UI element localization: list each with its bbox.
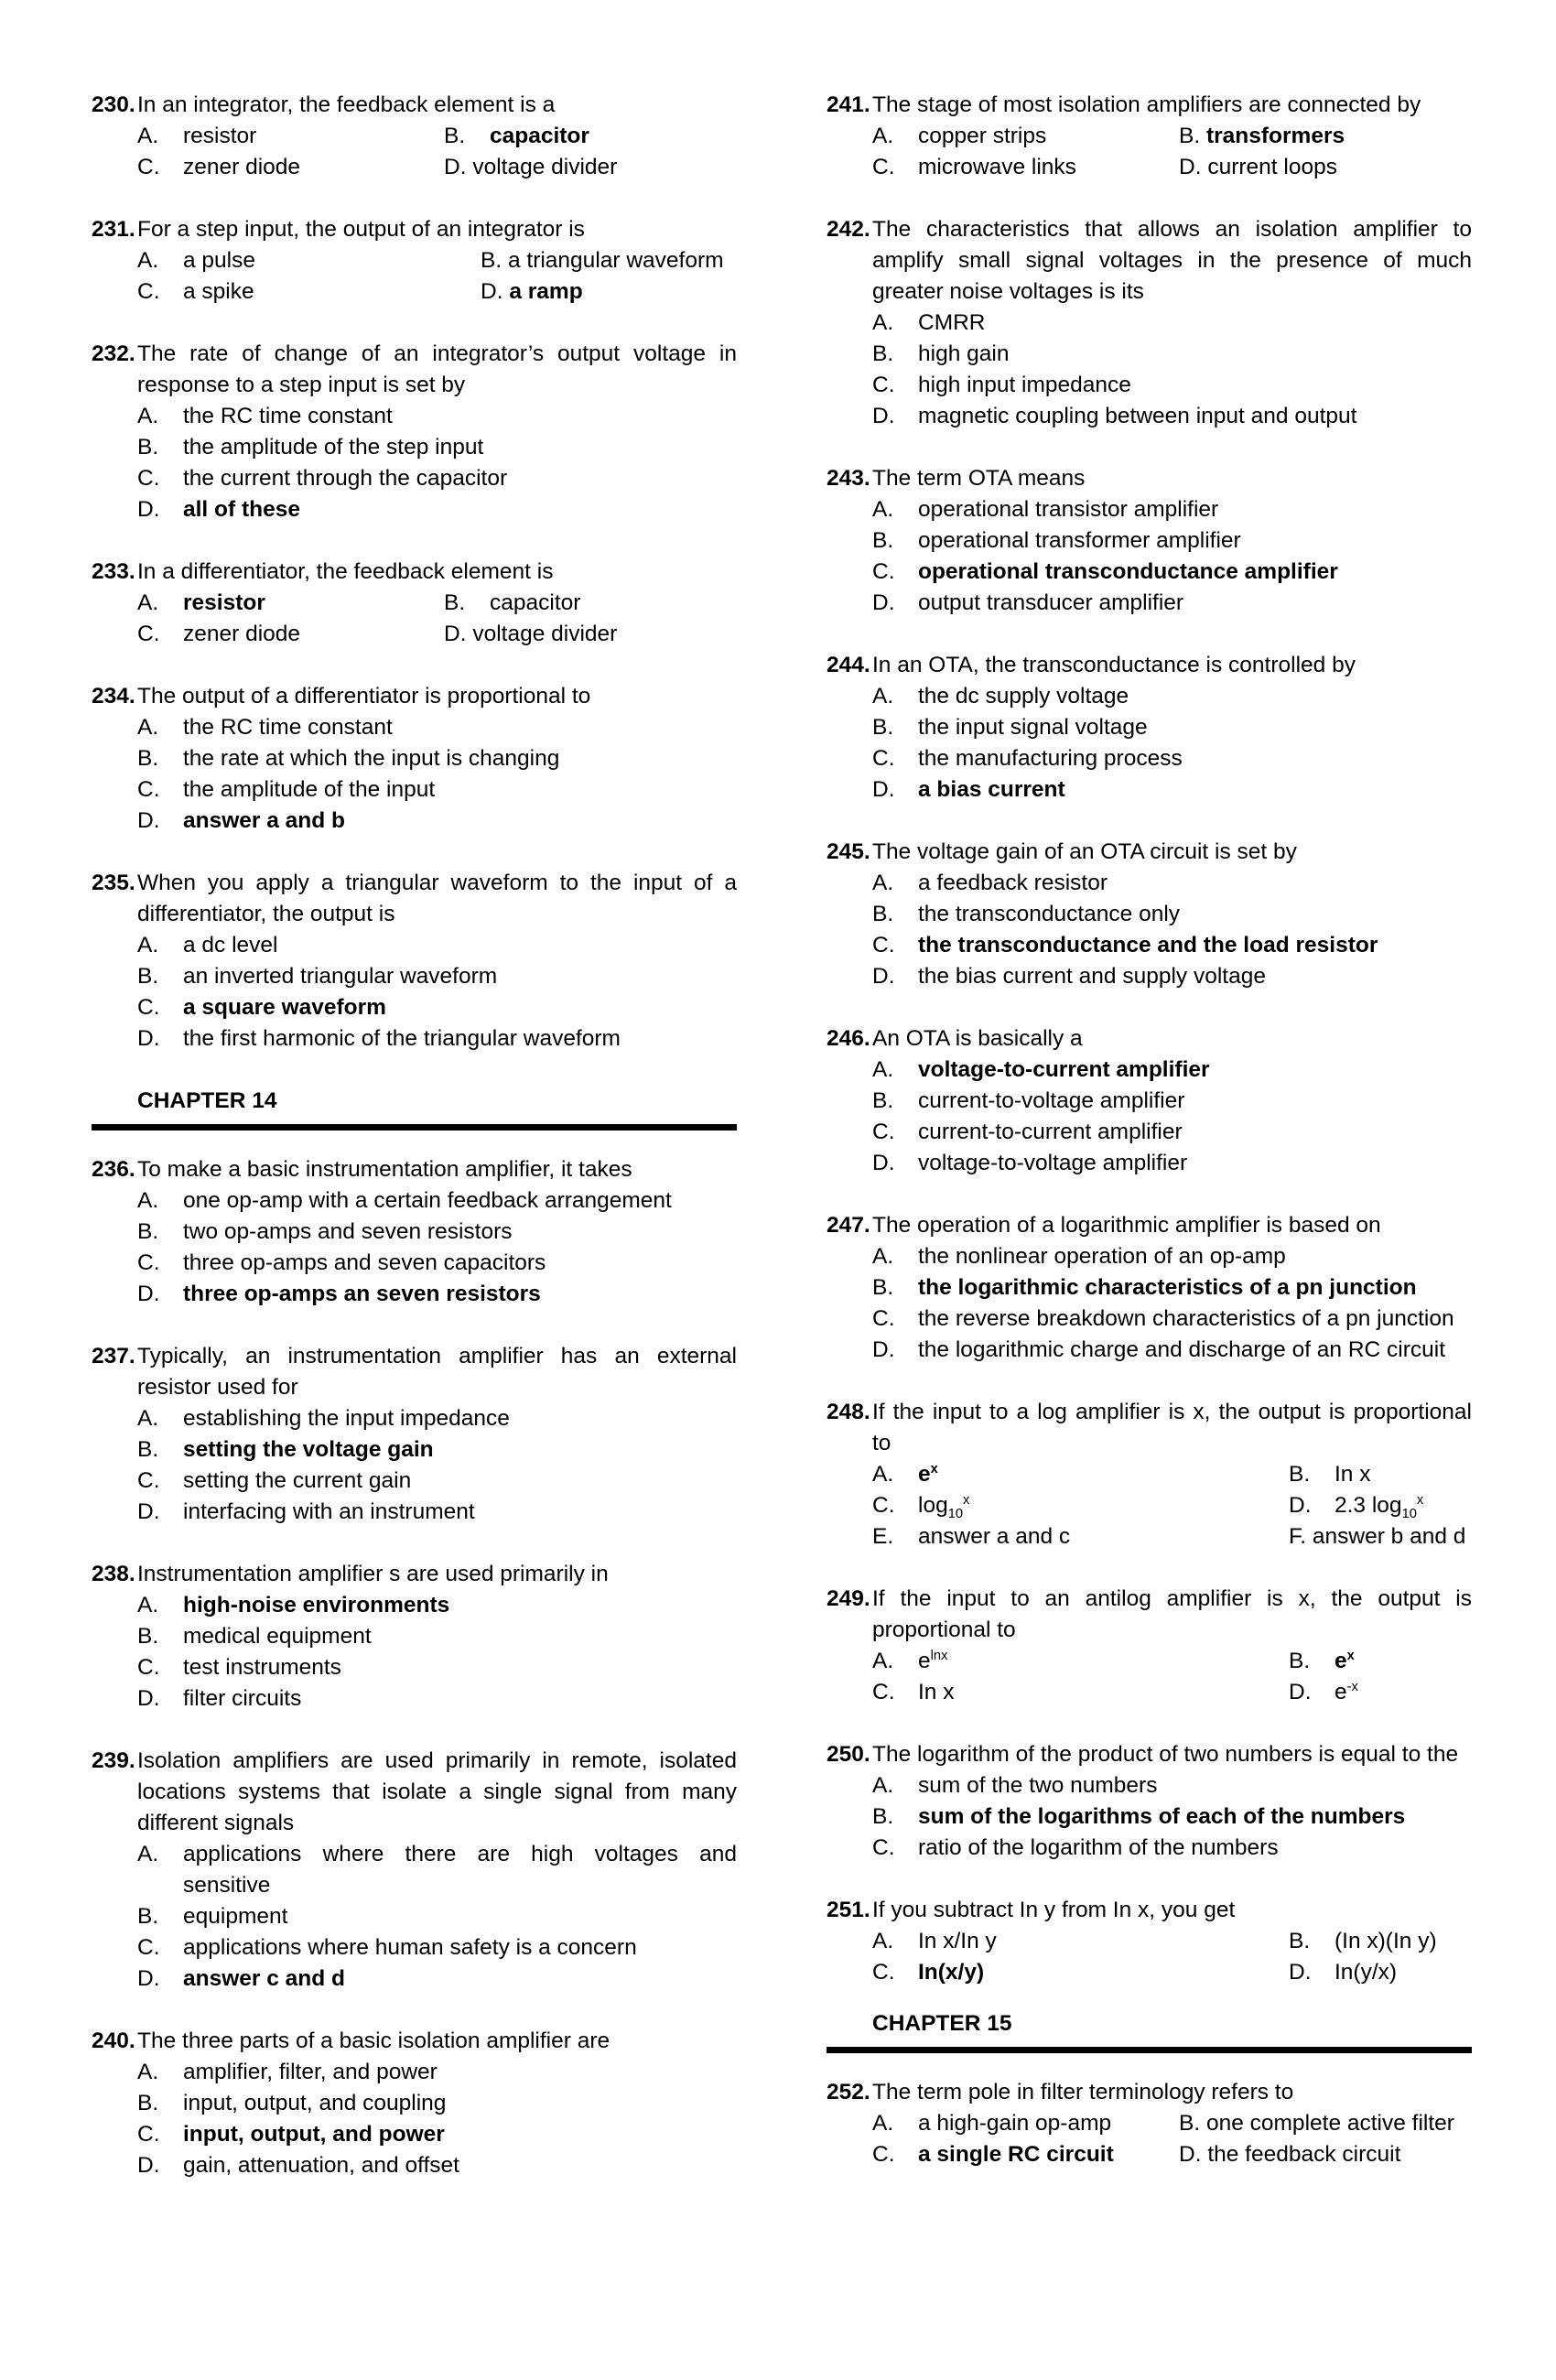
question-248	[827, 1397, 1472, 1552]
option-row: C. a single RC circuit D. the feedback circuit	[827, 2139, 1472, 2170]
option-b: setting the voltage gain	[183, 1437, 434, 1462]
option-c: the manufacturing process	[918, 746, 1183, 771]
chapter-rule	[827, 2047, 1472, 2053]
option-a: $e^x$	[918, 1461, 938, 1487]
option-c: three op-amps and seven capacitors	[183, 1250, 546, 1275]
option-a-row: A. the dc supply voltage	[827, 681, 1472, 712]
option-c-row: C. setting the current gain	[92, 1466, 737, 1497]
option-d-row: D. filter circuits	[92, 1683, 737, 1715]
option-b-row: B. medical equipment	[92, 1621, 737, 1652]
option-d-row: D. the first harmonic of the triangular waveform	[92, 1023, 737, 1055]
question-stem: The output of a differentiator is proportional to	[137, 684, 591, 709]
question-stem: The term OTA means	[872, 466, 1086, 491]
question-number: 231.	[92, 217, 135, 242]
question-237	[92, 1341, 737, 1528]
question-stem: If you subtract In y from In x, you get	[872, 1898, 1236, 1922]
question-stem: The operation of a logarithmic amplifier is based on	[872, 1213, 1381, 1238]
option-row: A. resistor B. capacitor	[92, 588, 737, 619]
option-row: A. In x/In y B. (In x)(In y)	[827, 1926, 1472, 1957]
option-a-row: A. the RC time constant	[92, 712, 737, 743]
option-b-row: B. sum of the logarithms of each of the numbers	[827, 1801, 1472, 1833]
question-number: 245.	[827, 839, 870, 864]
option-b: $e^x$	[1334, 1648, 1355, 1673]
option-d: answer a and b	[183, 808, 346, 833]
question-246	[827, 1023, 1472, 1179]
question-244	[827, 650, 1472, 806]
option-c-row: C. the amplitude of the input	[92, 774, 737, 806]
option-c-row: C. applications where human safety is a concern	[92, 1932, 737, 1964]
option-a: operational transistor amplifier	[918, 497, 1219, 522]
option-d: three op-amps an seven resistors	[183, 1282, 541, 1306]
chapter-14-heading	[92, 1086, 737, 1130]
option-d-row: D. interfacing with an instrument	[92, 1497, 737, 1528]
option-e: answer a and c	[918, 1524, 1071, 1549]
option-d: the first harmonic of the triangular waveform	[183, 1026, 621, 1051]
option-c: a single RC circuit	[918, 2142, 1114, 2167]
question-230	[92, 90, 737, 183]
question-stem: The stage of most isolation amplifiers are connected by	[872, 92, 1421, 117]
chapter-title: CHAPTER 15	[872, 2011, 1012, 2036]
option-b-row: B. the input signal voltage	[827, 712, 1472, 743]
option-d-row: D. a bias current	[827, 774, 1472, 806]
option-b-row: B. input, output, and coupling	[92, 2088, 737, 2119]
question-number: 242.	[827, 217, 870, 242]
question-stem: The rate of change of an integrator’s output voltage in response to a step input is set by	[137, 341, 737, 397]
option-b: current-to-voltage amplifier	[918, 1088, 1185, 1113]
option-d: the bias current and supply voltage	[918, 964, 1266, 989]
option-row: A. resistor B. capacitor	[92, 121, 737, 152]
question-number: 235.	[92, 871, 135, 895]
question-stem: For a step input, the output of an integrator is	[137, 217, 585, 242]
option-a: a high-gain op-amp	[918, 2111, 1112, 2136]
option-b-row: B. the logarithmic characteristics of a pn junction	[827, 1272, 1472, 1304]
option-a-row: A. a feedback resistor	[827, 868, 1472, 899]
chapter-15-heading	[827, 2008, 1472, 2053]
question-number: 252.	[827, 2080, 870, 2104]
question-number: 240.	[92, 2028, 135, 2053]
option-a-row: A. applications where there are high voltages and sensitive	[92, 1839, 737, 1901]
option-d-row: D. all of these	[92, 494, 737, 525]
question-232	[92, 339, 737, 525]
question-251	[827, 1895, 1472, 1988]
option-b: one complete active filter	[1205, 2111, 1454, 2136]
option-c-row: C. test instruments	[92, 1652, 737, 1683]
question-stem: The three parts of a basic isolation amplifier are	[137, 2028, 611, 2053]
question-241	[827, 90, 1472, 183]
option-a: high-noise environments	[183, 1593, 450, 1617]
option-d-row: D. answer c and d	[92, 1964, 737, 1995]
question-stem: When you apply a triangular waveform to the input of a differentiator, the output is	[137, 871, 737, 926]
option-c-row: C. the transconductance and the load resistor	[827, 930, 1472, 961]
option-c-row: C. operational transconductance amplifier	[827, 557, 1472, 588]
option-a-row: A. amplifier, filter, and power	[92, 2057, 737, 2088]
option-a: the RC time constant	[183, 715, 393, 740]
question-number: 232.	[92, 341, 135, 366]
option-row: A. a pulse B. a triangular waveform	[92, 245, 737, 276]
option-d: gain, attenuation, and offset	[183, 2153, 459, 2178]
option-b: the input signal voltage	[918, 715, 1148, 740]
question-stem: Instrumentation amplifier s are used primarily in	[137, 1562, 609, 1586]
option-a: $e^{lnx}$	[918, 1648, 948, 1673]
question-239	[92, 1746, 737, 1995]
question-stem: If the input to a log amplifier is x, the output is proportional to	[872, 1400, 1472, 1455]
option-d: output transducer amplifier	[918, 590, 1184, 615]
option-row: C. a spike D. a ramp	[92, 276, 737, 308]
question-stem: To make a basic instrumentation amplifier, it takes	[137, 1157, 632, 1182]
option-d-row: D. gain, attenuation, and offset	[92, 2150, 737, 2181]
option-a: sum of the two numbers	[918, 1773, 1158, 1798]
question-252	[827, 2077, 1472, 2170]
option-c-row: C. three op-amps and seven capacitors	[92, 1248, 737, 1279]
question-stem: If the input to an antilog amplifier is x, the output is proportional to	[872, 1586, 1472, 1642]
option-c-row: C. the manufacturing process	[827, 743, 1472, 774]
option-c: setting the current gain	[183, 1468, 412, 1493]
question-number: 250.	[827, 1742, 870, 1767]
option-b: sum of the logarithms of each of the numbers	[918, 1804, 1406, 1829]
question-250	[827, 1739, 1472, 1864]
option-a-row: A. voltage-to-current amplifier	[827, 1055, 1472, 1086]
question-231	[92, 214, 737, 308]
question-233	[92, 557, 737, 650]
option-c: test instruments	[183, 1655, 341, 1680]
option-c-row: C. current-to-current amplifier	[827, 1117, 1472, 1148]
option-b: capacitor	[490, 590, 581, 615]
option-row: C. microwave links D. current loops	[827, 152, 1472, 183]
question-stem: Isolation amplifiers are used primarily in remote, isolated locations systems that isolate a single signal from many different signals	[137, 1748, 737, 1835]
option-a: a dc level	[183, 933, 278, 957]
question-number: 230.	[92, 92, 135, 117]
option-d: voltage-to-voltage amplifier	[918, 1151, 1188, 1175]
option-a-row: A. establishing the input impedance	[92, 1403, 737, 1434]
option-c-row: C. ratio of the logarithm of the numbers	[827, 1833, 1472, 1864]
option-b: the rate at which the input is changing	[183, 746, 560, 771]
option-c-row: C. the current through the capacitor	[92, 463, 737, 494]
option-a: a pulse	[183, 248, 256, 273]
question-number: 244.	[827, 653, 870, 677]
question-stem: The logarithm of the product of two numbers is equal to the	[872, 1742, 1459, 1767]
option-d: voltage divider	[472, 622, 618, 646]
option-a-row: A. CMRR	[827, 308, 1472, 339]
option-a: one op-amp with a certain feedback arrangement	[183, 1188, 672, 1213]
option-d: voltage divider	[472, 155, 618, 179]
option-d: answer c and d	[183, 1966, 346, 1991]
chapter-title: CHAPTER 14	[137, 1088, 277, 1113]
option-b: medical equipment	[183, 1624, 372, 1649]
option-a: the nonlinear operation of an op-amp	[918, 1244, 1286, 1269]
option-c: zener diode	[183, 622, 301, 646]
option-row: A. $e^x$ B. In x	[827, 1459, 1472, 1490]
question-240	[92, 2026, 737, 2181]
option-f: answer b and d	[1312, 1524, 1466, 1549]
question-247	[827, 1210, 1472, 1366]
option-row: A. a high-gain op-amp B. one complete active filter	[827, 2108, 1472, 2139]
question-number: 236.	[92, 1157, 135, 1182]
option-b: the transconductance only	[918, 902, 1181, 926]
option-a-row: A. one op-amp with a certain feedback arrangement	[92, 1185, 737, 1217]
option-c: a spike	[183, 279, 254, 304]
option-c: a square waveform	[183, 995, 386, 1020]
question-stem: The voltage gain of an OTA circuit is set by	[872, 839, 1297, 864]
option-d: 2.3 $\log_{10}^x$	[1334, 1492, 1424, 1521]
option-a: CMRR	[918, 310, 986, 335]
option-b: capacitor	[490, 124, 589, 148]
option-a-row: A. the RC time constant	[92, 401, 737, 432]
option-d: all of these	[183, 497, 300, 522]
option-b-row: B. setting the voltage gain	[92, 1434, 737, 1466]
option-c: the transconductance and the load resistor	[918, 933, 1378, 957]
option-a-row: A. operational transistor amplifier	[827, 494, 1472, 525]
question-number: 251.	[827, 1898, 870, 1922]
option-d-row: D. magnetic coupling between input and output	[827, 401, 1472, 432]
option-d: In(y/x)	[1334, 1960, 1398, 1985]
option-b: (In x)(In y)	[1334, 1929, 1437, 1953]
question-stem: The term pole in filter terminology refers to	[872, 2080, 1294, 2104]
option-a: resistor	[183, 590, 265, 615]
option-c: current-to-current amplifier	[918, 1120, 1183, 1144]
question-249	[827, 1584, 1472, 1708]
option-d-row: D. the bias current and supply voltage	[827, 961, 1472, 992]
option-b-row: B. an inverted triangular waveform	[92, 961, 737, 992]
option-row: C. In(x/y) D. In(y/x)	[827, 1957, 1472, 1988]
question-236	[92, 1154, 737, 1310]
option-a: In x/In y	[918, 1929, 997, 1953]
option-c: operational transconductance amplifier	[918, 559, 1338, 584]
option-b: transformers	[1205, 124, 1345, 148]
option-c: zener diode	[183, 155, 301, 179]
option-d: the logarithmic charge and discharge of an RC circuit	[918, 1337, 1446, 1362]
option-row: E. answer a and c F. answer b and d	[827, 1521, 1472, 1552]
option-b: two op-amps and seven resistors	[183, 1219, 513, 1244]
question-234	[92, 681, 737, 837]
option-c: ratio of the logarithm of the numbers	[918, 1835, 1279, 1860]
question-number: 238.	[92, 1562, 135, 1586]
question-stem: Typically, an instrumentation amplifier has an external resistor used for	[137, 1344, 737, 1400]
option-d: a bias current	[918, 777, 1065, 802]
option-b-row: B. two op-amps and seven resistors	[92, 1217, 737, 1248]
option-b: equipment	[183, 1904, 288, 1929]
option-c: microwave links	[918, 155, 1076, 179]
question-stem: In a differentiator, the feedback element is	[137, 559, 554, 584]
option-c-row: C. high input impedance	[827, 370, 1472, 401]
option-c: the amplitude of the input	[183, 777, 436, 802]
question-number: 241.	[827, 92, 870, 117]
option-b-row: B. the transconductance only	[827, 899, 1472, 930]
question-number: 247.	[827, 1213, 870, 1238]
option-a: establishing the input impedance	[183, 1406, 510, 1431]
option-c: input, output, and power	[183, 2122, 445, 2147]
option-b: a triangular waveform	[507, 248, 724, 273]
question-number: 248.	[827, 1400, 870, 1424]
option-c: applications where human safety is a concern	[183, 1935, 637, 1960]
option-b: In x	[1334, 1462, 1371, 1487]
option-a: voltage-to-current amplifier	[918, 1057, 1210, 1082]
option-a-row: A. high-noise environments	[92, 1590, 737, 1621]
option-a: applications where there are high voltages and sensitive	[183, 1842, 737, 1898]
question-238	[92, 1559, 737, 1715]
option-b: an inverted triangular waveform	[183, 964, 498, 989]
option-a: copper strips	[918, 124, 1047, 148]
option-b: the amplitude of the step input	[183, 435, 484, 460]
question-stem: In an OTA, the transconductance is controlled by	[872, 653, 1356, 677]
question-245	[827, 837, 1472, 992]
right-column	[827, 90, 1472, 2202]
option-c: In(x/y)	[918, 1960, 985, 1985]
option-row: C. In x D. $e^{-x}$	[827, 1677, 1472, 1708]
left-column	[92, 90, 737, 2212]
option-a-row: A. a dc level	[92, 930, 737, 961]
option-d: $e^{-x}$	[1334, 1679, 1358, 1704]
option-d: interfacing with an instrument	[183, 1499, 475, 1524]
question-243	[827, 463, 1472, 619]
question-stem: An OTA is basically a	[872, 1026, 1083, 1051]
question-number: 243.	[827, 466, 870, 491]
option-d: current loops	[1207, 155, 1337, 179]
option-c-row: C. input, output, and power	[92, 2119, 737, 2150]
option-d-row: D. voltage-to-voltage amplifier	[827, 1148, 1472, 1179]
question-stem: In an integrator, the feedback element is a	[137, 92, 556, 117]
option-d-row: D. output transducer amplifier	[827, 588, 1472, 619]
question-number: 246.	[827, 1026, 870, 1051]
option-b: input, output, and coupling	[183, 2091, 447, 2115]
option-c-row: C. a square waveform	[92, 992, 737, 1023]
option-d: the feedback circuit	[1207, 2142, 1401, 2167]
option-b-row: B. equipment	[92, 1901, 737, 1932]
option-b: the logarithmic characteristics of a pn junction	[918, 1275, 1417, 1300]
option-c: the reverse breakdown characteristics of a pn junction	[918, 1306, 1454, 1331]
option-b-row: B. the amplitude of the step input	[92, 432, 737, 463]
option-b: high gain	[918, 341, 1010, 366]
option-c: the current through the capacitor	[183, 466, 508, 491]
chapter-rule	[92, 1124, 737, 1130]
option-row: A. $e^{lnx}$ B. $e^x$	[827, 1646, 1472, 1677]
option-row: C. $\log_{10}^x$ D. 2.3 $\log_{10}^x$	[827, 1490, 1472, 1521]
option-b: operational transformer amplifier	[918, 528, 1241, 553]
option-b-row: B. high gain	[827, 339, 1472, 370]
option-b-row: B. the rate at which the input is changing	[92, 743, 737, 774]
option-row: C. zener diode D. voltage divider	[92, 619, 737, 650]
option-d-row: D. three op-amps an seven resistors	[92, 1279, 737, 1310]
option-c: In x	[918, 1680, 955, 1704]
question-number: 237.	[92, 1344, 135, 1368]
option-d-row: D. the logarithmic charge and discharge of an RC circuit	[827, 1335, 1472, 1366]
question-242	[827, 214, 1472, 432]
option-a: the dc supply voltage	[918, 684, 1129, 709]
option-a: resistor	[183, 124, 257, 148]
option-d-row: D. answer a and b	[92, 806, 737, 837]
option-c: $\log_{10}^x$	[918, 1492, 970, 1521]
option-a-row: A. sum of the two numbers	[827, 1770, 1472, 1801]
question-number: 239.	[92, 1748, 135, 1773]
option-b-row: B. current-to-voltage amplifier	[827, 1086, 1472, 1117]
question-stem: The characteristics that allows an isolation amplifier to amplify small signal voltages in the presence of much greater noise voltages is its	[872, 217, 1472, 304]
option-a: the RC time constant	[183, 404, 393, 428]
option-b-row: B. operational transformer amplifier	[827, 525, 1472, 557]
question-number: 249.	[827, 1586, 870, 1611]
option-d: magnetic coupling between input and output	[918, 404, 1357, 428]
option-a-row: A. the nonlinear operation of an op-amp	[827, 1241, 1472, 1272]
option-a: amplifier, filter, and power	[183, 2060, 438, 2084]
option-row: C. zener diode D. voltage divider	[92, 152, 737, 183]
option-c-row: C. the reverse breakdown characteristics of a pn junction	[872, 1306, 1454, 1331]
option-row: A. copper strips B. transformers	[827, 121, 1472, 152]
option-c: high input impedance	[918, 373, 1131, 397]
question-number: 233.	[92, 559, 135, 584]
option-d: filter circuits	[183, 1686, 302, 1711]
question-number: 234.	[92, 684, 135, 709]
question-235	[92, 868, 737, 1055]
option-a: a feedback resistor	[918, 871, 1108, 895]
option-d: a ramp	[509, 279, 583, 304]
